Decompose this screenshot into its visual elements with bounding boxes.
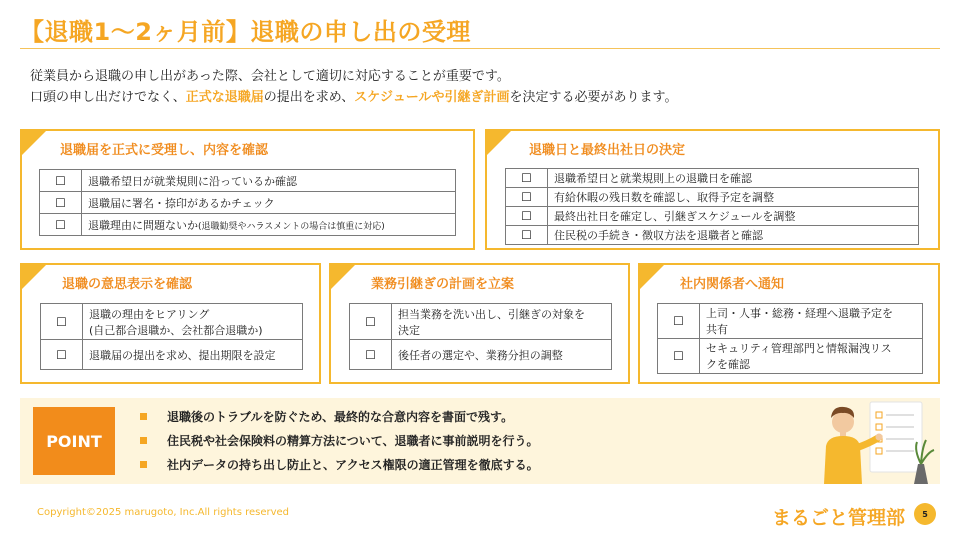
intro-line-1: 従業員から退職の申し出があった際、会社として適切に対応することが重要です。 [30,69,510,84]
point-item [140,429,539,453]
point-item [140,453,539,477]
page-title: 【退職1〜2ヶ月前】退職の申し出の受理 [20,18,471,46]
checklist-text-line: 退職の理由をヒアリング [89,307,210,321]
checklist-text: 退職届の提出を求め、提出期限を設定 [83,340,303,370]
point-list [140,405,539,477]
card-title: 社内関係者へ通知 [680,277,785,292]
checkbox[interactable]: ☐ [40,192,82,214]
checklist-text: 後任者の選定や、業務分担の調整 [392,340,612,370]
checklist-text-line: セキュリティ管理部門と情報漏洩リス [706,342,892,355]
checklist-row [41,340,303,370]
page-number: 5 [914,503,936,525]
checklist [349,303,612,370]
card-corner-accent [330,264,356,290]
checkbox[interactable]: ☐ [350,304,392,340]
bullet-icon [140,461,147,468]
checkbox[interactable]: ☐ [658,339,700,374]
checklist [40,303,303,370]
intro-line-2 [30,87,677,108]
brand-logo: まるごと管理部 [772,507,906,529]
checklist-row [350,304,612,340]
checklist-text-line: (自己都合退職か、会社都合退職か) [89,323,263,337]
intro-text-a: 口頭の申し出だけでなく、 [30,90,186,105]
card-title: 退職の意思表示を確認 [62,277,193,292]
checkbox[interactable]: ☐ [506,207,548,226]
checklist-text [392,304,612,340]
intro-text-b: の提出を求め、 [263,90,355,105]
checklist-text: 退職希望日が就業規則に沿っているか確認 [82,170,456,192]
checklist-row [658,339,923,374]
checklist-text: 住民税の手続き・徴収方法を退職者と確認 [548,226,919,245]
checkbox[interactable]: ☐ [41,304,83,340]
checklist-text: 退職届に署名・捺印があるかチェック [82,192,456,214]
checklist-row [506,188,919,207]
title-divider [20,48,940,49]
checklist-row [40,170,456,192]
checklist-row [506,169,919,188]
checklist-text-line: 共有 [706,323,728,336]
checklist-text-line: クを確認 [706,358,750,371]
checkbox[interactable]: ☐ [40,170,82,192]
point-item-text: 住民税や社会保険料の精算方法について、退職者に事前説明を行う。 [167,434,539,448]
checklist-text-line: 決定 [398,323,420,337]
card-corner-accent [21,264,47,290]
checkbox[interactable]: ☐ [41,340,83,370]
card-title: 退職届を正式に受理し、内容を確認 [60,143,269,158]
checklist-row [350,340,612,370]
point-item [140,405,539,429]
checklist-text-line: 上司・人事・総務・経理へ退職予定を [706,307,893,320]
intro-highlight-resignation-letter: 正式な退職届 [185,90,264,105]
checkbox[interactable]: ☐ [506,169,548,188]
checklist-text-note: (退職勧奨やハラスメントの場合は慎重に対応) [198,221,385,232]
copyright: Copyright©2025 marugoto, Inc.All rights reserved [37,507,290,518]
card-notify-stakeholders [638,263,940,384]
card-title: 退職日と最終出社日の決定 [529,143,686,158]
checklist-text-line: 担当業務を洗い出し、引継ぎの対象を [398,307,585,321]
checkbox[interactable]: ☐ [658,304,700,339]
card-confirm-intent [20,263,321,384]
checklist-text: 有給休暇の残日数を確認し、取得予定を調整 [548,188,919,207]
point-item-text: 社内データの持ち出し防止と、アクセス権限の適正管理を徹底する。 [167,458,539,472]
intro-text-c: を決定する必要があります。 [509,90,678,105]
intro-text [30,66,677,108]
bullet-icon [140,413,147,420]
card-corner-accent [486,130,512,156]
checklist-text [700,339,923,374]
card-corner-accent [21,130,47,156]
checklist-row [506,226,919,245]
person-with-checklist-illustration [816,398,940,484]
card-corner-accent [639,264,665,290]
card-accept-letter [20,129,475,250]
checklist-row [41,304,303,340]
checklist-row [506,207,919,226]
checklist-row [658,304,923,339]
checklist-text [82,214,456,236]
intro-highlight-schedule: スケジュールや引継ぎ計画 [354,90,510,105]
checkbox[interactable]: ☐ [350,340,392,370]
checklist-text: 最終出社日を確定し、引継ぎスケジュールを調整 [548,207,919,226]
checkbox[interactable]: ☐ [40,214,82,236]
card-handover-plan [329,263,630,384]
bullet-icon [140,437,147,444]
checkbox[interactable]: ☐ [506,188,548,207]
point-badge: POINT [33,407,115,475]
checklist-text [700,304,923,339]
checklist-text-main: 退職理由に問題ないか [88,218,198,232]
checklist-row [40,214,456,236]
checklist [39,169,456,236]
checkbox[interactable]: ☐ [506,226,548,245]
point-item-text: 退職後のトラブルを防ぐため、最終的な合意内容を書面で残す。 [167,410,514,424]
checklist-text [83,304,303,340]
checklist-text: 退職希望日と就業規則上の退職日を確認 [548,169,919,188]
card-title: 業務引継ぎの計画を立案 [371,277,515,292]
checklist [657,303,923,374]
checklist [505,168,919,245]
card-decide-dates [485,129,940,250]
checklist-row [40,192,456,214]
